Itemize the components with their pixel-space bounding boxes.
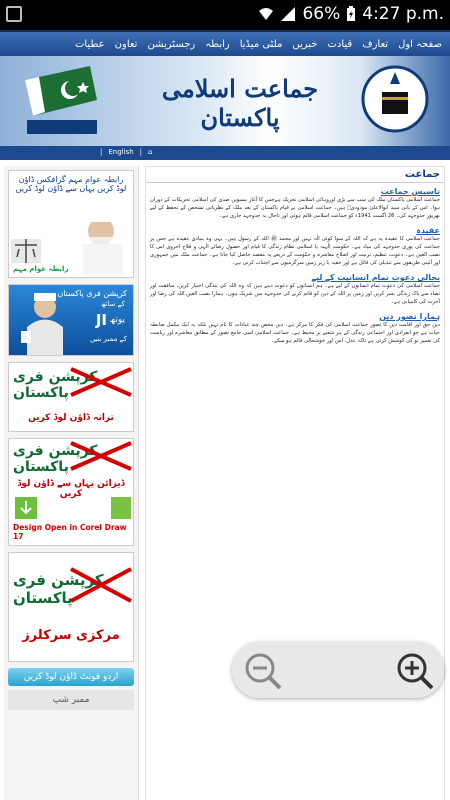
zoom-out-icon: [238, 646, 286, 694]
ad-badge: رابطہ عوام مہم: [13, 265, 69, 273]
ad-rabta-awam[interactable]: [8, 170, 134, 278]
ad-ji-youth[interactable]: [8, 284, 134, 356]
section-dawah-text: جماعت اسلامی کی دعوت تمام انسانوں کے لیے ہے۔ ہم انسانوں کو دعوت دیتے ہیں کہ وہ اللہ کی بندگی اختیار کریں، منافقت اور تضاد سے پاک زندگی بسر کریں اور زمین پر اللہ کے دین کو قائم کرنے کی جدوجہد میں شریک ہوں۔ ہمارا نصب العین اللہ کی رضا اور آخرت کی کامیابی ہے۔: [150, 283, 440, 305]
sidebar: [4, 166, 139, 800]
section-founding-text: جماعت اسلامی پاکستان ملک کی سب سے بڑی اوروہائی اسلامی تحریک ہےجس کا آغاز بیسویں صدی کی اسلامی تحریکات کے دوران ہوا۔ اس کے بانی سید ابوالاعلیٰ مودودیؒ ہیں۔ جماعت اسلامی نے قیام پاکستان کے بعد ملک کے نظریاتی تشخص کے تحفظ کے لیے بھرپور جدوجہد کی۔ 26 اگست 1941ء کو جماعت اسلامی قائم ہوئی اور تاحال یہ جدوجہد جاری ہے۔: [150, 197, 440, 219]
web-page: [0, 30, 450, 800]
nav-item-multimedia[interactable]: ملٹی میڈیا: [239, 38, 283, 50]
english-link[interactable]: English: [108, 148, 134, 156]
nav-item-news[interactable]: خبریں: [292, 38, 318, 50]
person-icon: [15, 287, 75, 356]
section-deen-text: دین حق اور اقامت دین کا تصور جماعت اسلامی کی فکر کا مرکز ہے۔ دین محض چند عبادات کا نام نہیں بلکہ یہ ایک مکمل ضابطہ حیات ہے جو انفرادی اور اجتماعی زندگی کے ہر شعبے پر محیط ہے۔ جماعت اسلامی اسی جامع تصور کے مطابق معاشرے اور ریاست کی تعمیر نو کی کوشش کرتی ہے تاکہ عدل، امن اور خوشحالی قائم ہو سکے۔: [150, 322, 440, 344]
battery-percent: 66%: [302, 4, 341, 24]
party-logo[interactable]: [360, 64, 430, 134]
home-icon[interactable]: ⌂: [148, 148, 153, 156]
main-content: [145, 166, 445, 800]
ad-ji-youth-line5: کے ممبر بنیں: [89, 335, 127, 343]
separator: |: [139, 148, 142, 156]
zoom-in-button[interactable]: [390, 646, 438, 694]
main-nav: [0, 30, 450, 56]
nav-item-donations[interactable]: عطیات: [74, 38, 105, 50]
section-belief-title[interactable]: عقیدہ: [416, 226, 440, 235]
section-deen-title[interactable]: ہمارا تصور دین: [379, 312, 440, 321]
ad-rabta-awam-text: رابطہ عوام مہم گرافکس ڈاؤن لوڈ کریں یہاں سے ڈاؤن لوڈ کریں: [15, 175, 127, 193]
section-deen: [146, 308, 444, 347]
membership-label[interactable]: ممبر شپ: [8, 690, 134, 710]
download-icon: [11, 495, 134, 521]
ad-circulars-sub: مرکزی سرکلرز: [22, 628, 120, 643]
nav-item-registration[interactable]: رجسٹریشن: [147, 38, 196, 50]
notification-icon: [6, 6, 22, 22]
section-dawah-title[interactable]: بحالی دعوت تمام انسانیت کے لیے: [311, 273, 440, 282]
ad-design-sub: ڈیزائن یہاں سے ڈاؤن لوڈ کریں: [17, 479, 125, 499]
nav-item-cooperation[interactable]: تعاون: [114, 38, 138, 50]
site-banner: [0, 56, 450, 146]
nav-item-intro[interactable]: تعارف: [362, 38, 389, 50]
flag-logo: [15, 60, 105, 142]
ad-anthem-title: کرپشن فری پاکستان: [13, 369, 98, 401]
ad-design-caption: Design Open in Corel Draw 17: [13, 523, 127, 541]
ad-circulars-title: کرپشن فری پاکستان: [13, 571, 104, 607]
cross-mark-icon: [11, 441, 134, 471]
separator: |: [100, 148, 103, 156]
ad-anthem-sub: ترانہ ڈاؤن لوڈ کریں: [28, 413, 114, 423]
urdu-font-download-button[interactable]: اردو فونٹ ڈاؤن لوڈ کریں: [8, 668, 134, 686]
section-founding-title[interactable]: تاسیس جماعت: [380, 187, 440, 196]
status-bar: [0, 0, 450, 30]
ad-ji-youth-line1: کرپشن فری پاکستان: [57, 289, 127, 298]
nav-item-contact[interactable]: رابطہ: [205, 38, 230, 50]
section-belief-text: جماعت اسلامی کا عقیدہ یہ ہے کہ اللہ کے سوا کوئی الٰہ نہیں اور محمد ﷺ اللہ کے رسول ہیں۔ یہی وہ بنیادی عقیدہ ہے جس پر جماعت کی پوری جدوجہد کی بنیاد ہے۔ حکومت الٰہیہ یا اسلامی نظام زندگی کا قیام اور حصول رضائے الٰہی و فلاح اخروی اس کا نصب العین ہے۔ دعوت، تنظیم، تربیت اور اصلاح معاشرہ و حکومت کے ذریعے یہ مقصد حاصل کیا جاتا ہے۔ جماعت ملک میں جمہوری اور آئینی طریقوں سے تبدیلی کی قائل ہے اور خفیہ یا زیر زمین سرگرمیوں سے اجتناب کرتی ہے۔: [150, 236, 440, 266]
clock: 4:27 p.m.: [362, 4, 444, 24]
ad-design[interactable]: [8, 438, 134, 546]
ad-anthem[interactable]: [8, 362, 134, 432]
ad-ji-youth-line3: JI: [95, 311, 107, 329]
sub-bar: [0, 146, 450, 160]
section-belief: [146, 222, 444, 269]
zoom-in-icon: [390, 646, 438, 694]
section-dawah: [146, 269, 444, 308]
site-title: جماعت اسلامی پاکستان: [161, 74, 319, 132]
ad-circulars[interactable]: [8, 552, 134, 662]
wifi-icon: [258, 6, 274, 22]
ad-ji-youth-line4: یوتھ: [109, 315, 125, 325]
ad-ji-youth-line2: کے ساتھ: [100, 300, 125, 308]
nav-item-leadership[interactable]: قیادت: [327, 38, 353, 50]
cross-mark-icon: [11, 565, 134, 605]
zoom-controls: [232, 642, 444, 698]
cross-mark-icon: [11, 367, 134, 397]
content-heading: جماعت: [146, 167, 444, 183]
ad-design-title: کرپشن فری پاکستان: [13, 443, 98, 475]
section-founding: [146, 183, 444, 222]
battery-icon: [346, 6, 356, 22]
zoom-out-button[interactable]: [238, 646, 286, 694]
nav-item-home[interactable]: صفحہ اول: [398, 38, 442, 50]
signal-icon: [280, 6, 296, 22]
